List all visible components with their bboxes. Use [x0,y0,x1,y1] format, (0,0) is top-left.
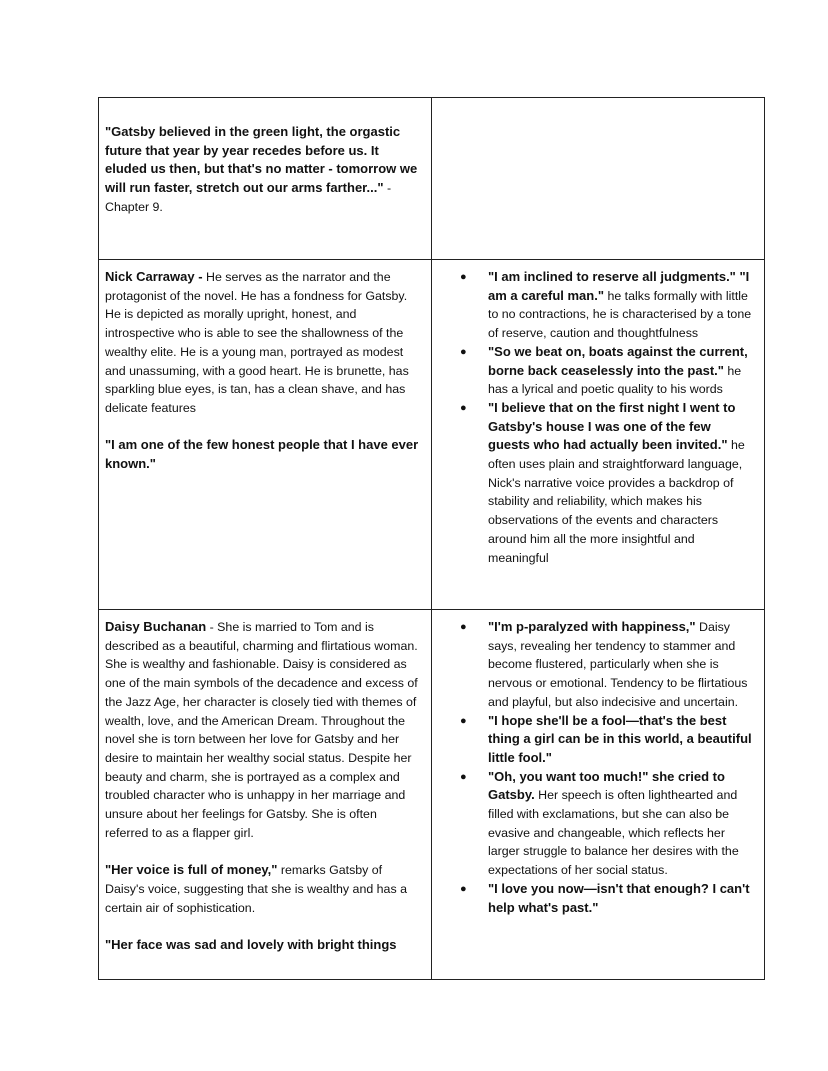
daisy-description-cell [99,610,432,980]
daisy-face-quote: "Her face was sad and lovely with bright things [105,936,397,952]
nick-description [105,268,421,418]
bullet-text: Her speech is often lighthearted and filled with exclamations, but she can also be evasive and changeable, which reflects her larger struggle to balance her desires with the expectations of her social status. [488,788,739,878]
nick-speech-list [440,268,756,567]
bullet-icon: ● [460,714,467,727]
nick-quote: "I am one of the few honest people that I have ever known." [105,437,419,472]
list-item [460,880,756,917]
daisy-name: Daisy Buchanan [105,619,207,634]
bullet-icon: ● [460,770,467,783]
list-item [460,268,756,343]
daisy-voice-paragraph [105,861,421,917]
daisy-desc-text: - She is married to Tom and is described as a beautiful, charming and flirtatious woman. She is wealthy and fashionable. Daisy is considered as one of the main symbols of the decadence and excess of the Jazz Age, her character is closely tied with themes of wealth, love, and the American Dream. Throughout the novel she is torn between her love for Gatsby and her desire to maintain her wealthy social status. Despite her beauty and charm, she is portrayed as a complex and troubled character who is unhappy in her marriage and unsure about her feelings for Gatsby. She is often referred to as a flapper girl. [105,620,418,840]
bullet-quote: "I hope she'll be a fool—that's the best thing a girl can be in this world, a beautiful little fool." [488,712,752,765]
bullet-text: he talks formally with little to no contractions, he is characterised by a tone of reserve, caution and thoughtfulness [488,288,752,341]
daisy-speech-list [440,618,756,917]
chapter-reference: - Chapter 9. [105,181,392,214]
daisy-speech-cell [432,610,765,980]
bullet-icon: ● [460,401,467,414]
daisy-face-paragraph [105,936,421,955]
daisy-voice-text: remarks Gatsby of Daisy's voice, suggesting that she is wealthy and has a certain air of sophistication. [105,863,407,915]
nick-desc-text: He serves as the narrator and the protagonist of the novel. He has a fondness for Gatsby. He is depicted as morally upright, honest, and introspective who is able to see the shallowness of the wealthy elite. He is a young man, portrayed as modest and unassuming, with a good heart. He is brunette, has sparkling blue eyes, is tan, has a clean shave, and has delicate features [105,270,409,415]
bullet-quote: "So we beat on, boats against the current, borne back ceaselessly into the past." [488,343,748,378]
nick-speech-cell [432,260,765,610]
bullet-quote: "Oh, you want too much!" she cried to Gatsby. [488,768,725,803]
table-row [99,260,765,610]
bullet-icon: ● [460,271,467,283]
bullet-text: Daisy says, revealing her tendency to stammer and become flustered, particularly when she is nervous or emotional. Tendency to be flirtatious and playful, but also indecisive and uncertain. [488,620,748,709]
list-item [460,768,756,880]
gatsby-quote-cell [99,98,432,260]
nick-name: Nick Carraway - [105,269,203,284]
nick-description-cell [99,260,432,610]
list-item [460,399,756,567]
list-item [460,618,756,712]
bullet-quote: "I'm p-paralyzed with happiness," [488,619,696,634]
nick-quote-paragraph [105,436,421,473]
bullet-quote: "I am inclined to reserve all judgments." "I am a careful man." [488,269,750,303]
daisy-description [105,618,421,842]
list-item [460,712,756,768]
table-row [99,98,765,260]
green-light-quote: "Gatsby believed in the green light, the orgastic future that year by year recedes before us. It eluded us then, but that's no matter - tomorrow we will run faster, stretch out our arms farther..." [105,124,418,196]
bullet-quote: "I love you now—isn't that enough? I can't help what's past." [488,880,750,915]
bullet-icon: ● [460,621,467,633]
gatsby-quote-paragraph [105,123,421,217]
table-row [99,610,765,980]
empty-cell [432,98,765,260]
bullet-text: he has a lyrical and poetic quality to his words [488,363,742,397]
daisy-voice-quote: "Her voice is full of money," [105,862,278,878]
bullet-icon: ● [460,882,467,895]
bullet-text: he often uses plain and straightforward language, Nick's narrative voice provides a backdrop of stability and reliability, which makes his observations of the events and characters around him all the more insightful and meaningful [488,438,745,565]
list-item [460,343,756,399]
bullet-quote: "I believe that on the first night I went to Gatsby's house I was one of the few guests who had actually been invited." [488,399,736,453]
bullet-icon: ● [460,345,467,358]
character-table [98,97,765,980]
